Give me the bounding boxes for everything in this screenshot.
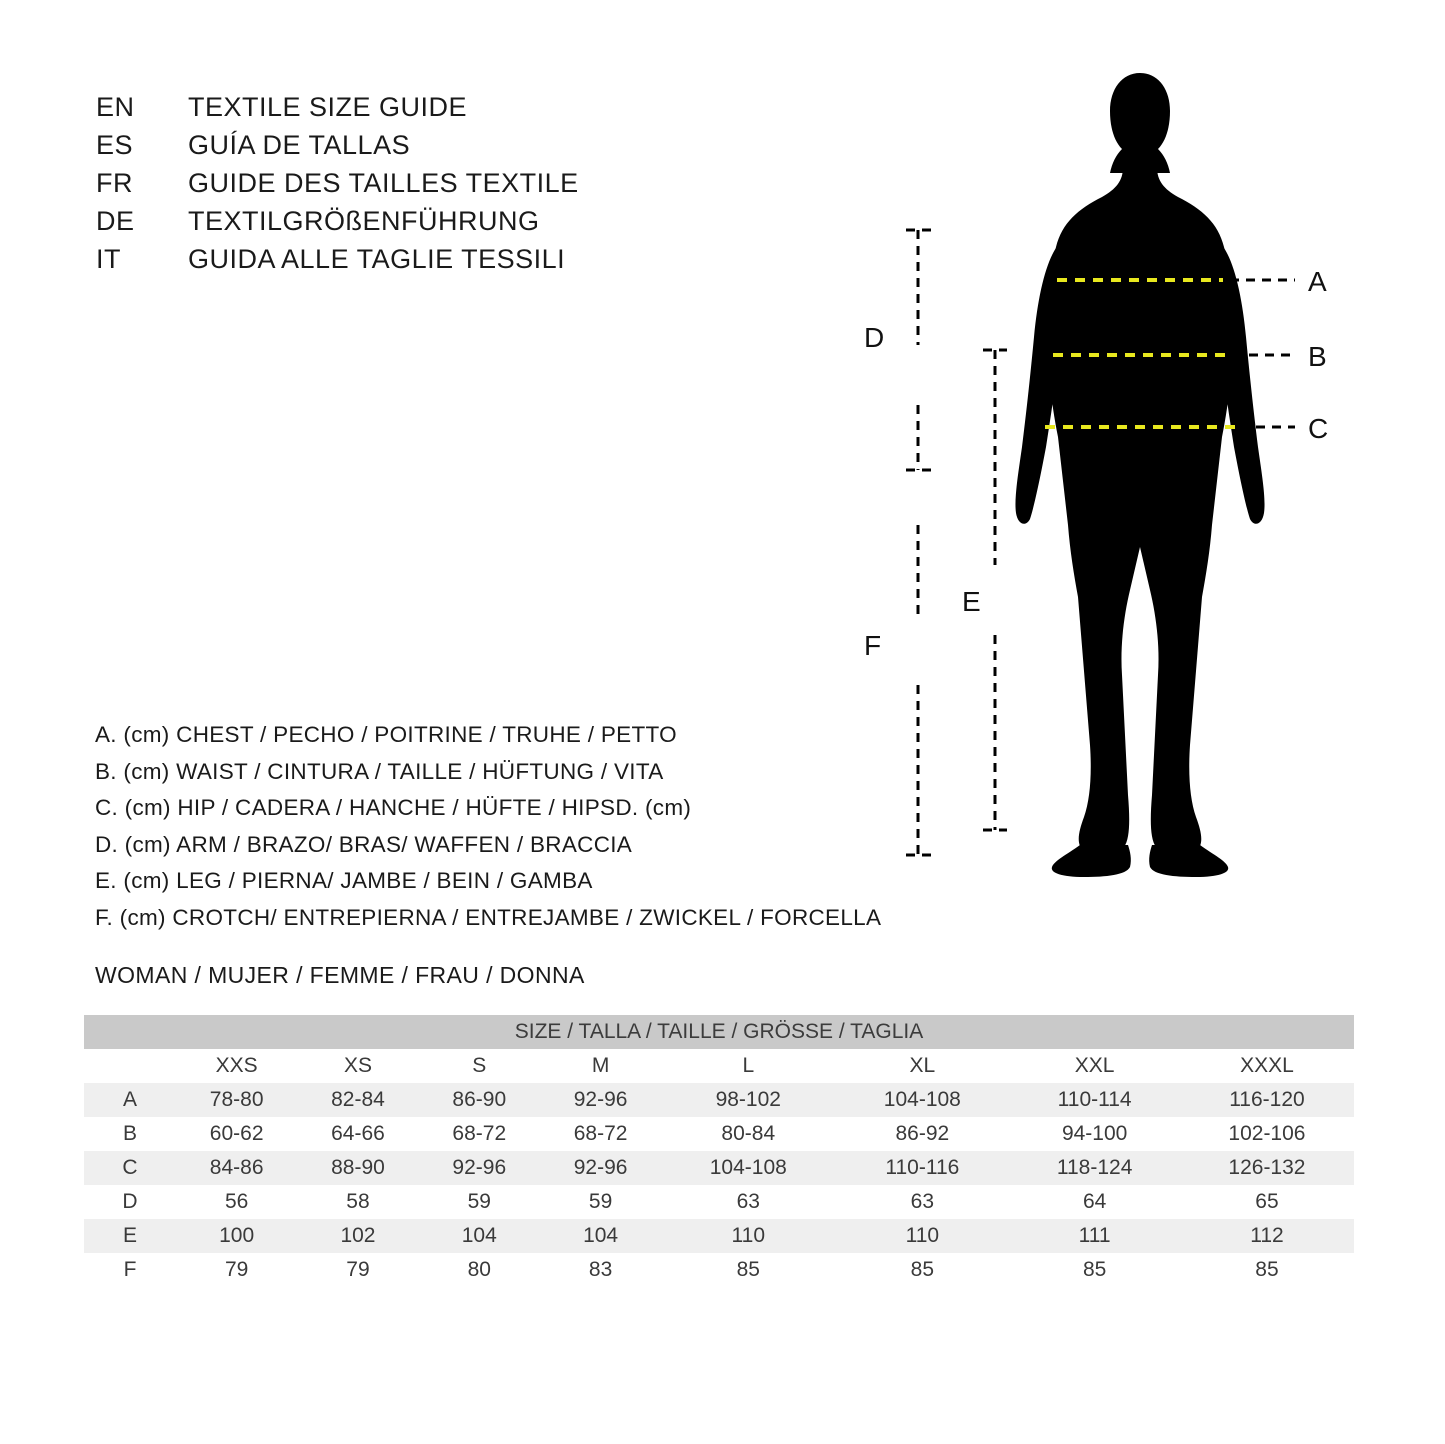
cell-a-xxl: 110-114 <box>1009 1083 1180 1117</box>
legend-item-d: D. (cm) ARM / BRAZO/ BRAS/ WAFFEN / BRACCIA <box>95 831 633 857</box>
cell-c-xxxl: 126-132 <box>1180 1151 1354 1185</box>
title-lang-de: DE <box>96 206 135 236</box>
cell-e-s: 104 <box>419 1219 540 1253</box>
cell-a-xxxl: 116-120 <box>1180 1083 1354 1117</box>
cell-e-xl: 110 <box>835 1219 1009 1253</box>
legend-block <box>95 722 881 941</box>
table-row <box>84 1083 1354 1117</box>
marker-label-f: F <box>864 630 882 661</box>
row-label-e: E <box>84 1219 176 1253</box>
legend-item-f: F. (cm) CROTCH/ ENTREPIERNA / ENTREJAMBE / ZWICKEL / FORCELLA <box>95 904 882 930</box>
cell-c-xxl: 118-124 <box>1009 1151 1180 1185</box>
title-row-en <box>96 92 579 123</box>
measurement-diagram <box>840 55 1400 905</box>
cell-b-xl: 86-92 <box>835 1117 1009 1151</box>
cell-d-s: 59 <box>419 1185 540 1219</box>
table-row <box>84 1151 1354 1185</box>
row-label-c: C <box>84 1151 176 1185</box>
marker-label-b: B <box>1308 341 1327 372</box>
cell-e-m: 104 <box>540 1219 661 1253</box>
cell-f-s: 80 <box>419 1253 540 1287</box>
column-head-xxxl: XXXL <box>1180 1049 1354 1083</box>
row-label-d: D <box>84 1185 176 1219</box>
legend-item-e: E. (cm) LEG / PIERNA/ JAMBE / BEIN / GAMBA <box>95 868 593 893</box>
cell-c-xs: 88-90 <box>297 1151 418 1185</box>
table-row <box>84 1117 1354 1151</box>
title-lang-fr: FR <box>96 168 133 198</box>
title-row-it <box>96 244 579 275</box>
cell-d-xl: 63 <box>835 1185 1009 1219</box>
column-head-xxl: XXL <box>1009 1049 1180 1083</box>
cell-e-xs: 102 <box>297 1219 418 1253</box>
cell-c-xxs: 84-86 <box>176 1151 297 1185</box>
cell-b-xs: 64-66 <box>297 1117 418 1151</box>
title-text-es: GUÍA DE TALLAS <box>188 130 411 160</box>
legend-item-c: C. (cm) HIP / CADERA / HANCHE / HÜFTE / HIPSD. (cm) <box>95 795 692 820</box>
cell-f-xs: 79 <box>297 1253 418 1287</box>
column-head-xs: XS <box>297 1049 418 1083</box>
cell-d-xxs: 56 <box>176 1185 297 1219</box>
cell-d-l: 63 <box>661 1185 835 1219</box>
cell-a-xs: 82-84 <box>297 1083 418 1117</box>
table-column-row <box>84 1049 1354 1083</box>
column-head-blank <box>84 1049 176 1083</box>
title-lang-en: EN <box>96 92 135 122</box>
cell-b-s: 68-72 <box>419 1117 540 1151</box>
marker-label-e: E <box>962 586 981 617</box>
column-head-s: S <box>419 1049 540 1083</box>
cell-c-xl: 110-116 <box>835 1151 1009 1185</box>
title-lang-es: ES <box>96 130 134 160</box>
title-row-es <box>96 130 579 161</box>
size-table <box>84 1015 1354 1287</box>
title-text-en: TEXTILE SIZE GUIDE <box>188 92 468 122</box>
cell-c-m: 92-96 <box>540 1151 661 1185</box>
cell-a-s: 86-90 <box>419 1083 540 1117</box>
cell-f-xxxl: 85 <box>1180 1253 1354 1287</box>
cell-c-s: 92-96 <box>419 1151 540 1185</box>
cell-d-xs: 58 <box>297 1185 418 1219</box>
title-text-it: GUIDA ALLE TAGLIE TESSILI <box>188 244 566 274</box>
cell-c-l: 104-108 <box>661 1151 835 1185</box>
cell-e-xxs: 100 <box>176 1219 297 1253</box>
cell-e-xxxl: 112 <box>1180 1219 1354 1253</box>
legend-item-a: A. (cm) CHEST / PECHO / POITRINE / TRUHE / PETTO <box>95 722 677 747</box>
title-row-fr <box>96 168 579 199</box>
cell-a-l: 98-102 <box>661 1083 835 1117</box>
cell-d-m: 59 <box>540 1185 661 1219</box>
cell-b-m: 68-72 <box>540 1117 661 1151</box>
marker-label-c: C <box>1308 413 1329 444</box>
cell-d-xxxl: 65 <box>1180 1185 1354 1219</box>
legend-item-b: B. (cm) WAIST / CINTURA / TAILLE / HÜFTUNG / VITA <box>95 758 664 784</box>
cell-f-xxl: 85 <box>1009 1253 1180 1287</box>
table-row <box>84 1185 1354 1219</box>
cell-b-xxxl: 102-106 <box>1180 1117 1354 1151</box>
column-head-m: M <box>540 1049 661 1083</box>
category-label: WOMAN / MUJER / FEMME / FRAU / DONNA <box>95 962 585 988</box>
title-lang-it: IT <box>96 244 121 274</box>
column-head-xl: XL <box>835 1049 1009 1083</box>
row-label-f: F <box>84 1253 176 1287</box>
cell-b-l: 80-84 <box>661 1117 835 1151</box>
bracket-d-f <box>906 230 932 855</box>
cell-e-xxl: 111 <box>1009 1219 1180 1253</box>
bracket-e <box>983 350 1007 830</box>
cell-e-l: 110 <box>661 1219 835 1253</box>
title-text-fr: GUIDE DES TAILLES TEXTILE <box>188 168 579 198</box>
cell-a-m: 92-96 <box>540 1083 661 1117</box>
cell-f-m: 83 <box>540 1253 661 1287</box>
female-silhouette <box>1015 73 1264 877</box>
cell-f-l: 85 <box>661 1253 835 1287</box>
table-row <box>84 1253 1354 1287</box>
table-row <box>84 1219 1354 1253</box>
row-label-a: A <box>84 1083 176 1117</box>
column-head-xxs: XXS <box>176 1049 297 1083</box>
title-text-de: TEXTILGRÖßENFÜHRUNG <box>188 206 540 236</box>
title-row-de <box>96 206 579 237</box>
cell-f-xl: 85 <box>835 1253 1009 1287</box>
cell-b-xxl: 94-100 <box>1009 1117 1180 1151</box>
cell-b-xxs: 60-62 <box>176 1117 297 1151</box>
cell-a-xl: 104-108 <box>835 1083 1009 1117</box>
table-header-label: SIZE / TALLA / TAILLE / GRÖSSE / TAGLIA <box>84 1015 1354 1049</box>
column-head-l: L <box>661 1049 835 1083</box>
row-label-b: B <box>84 1117 176 1151</box>
marker-label-d: D <box>864 322 885 353</box>
table-header-row <box>84 1015 1354 1049</box>
cell-d-xxl: 64 <box>1009 1185 1180 1219</box>
marker-label-a: A <box>1308 266 1327 297</box>
title-block <box>96 92 579 282</box>
cell-a-xxs: 78-80 <box>176 1083 297 1117</box>
cell-f-xxs: 79 <box>176 1253 297 1287</box>
